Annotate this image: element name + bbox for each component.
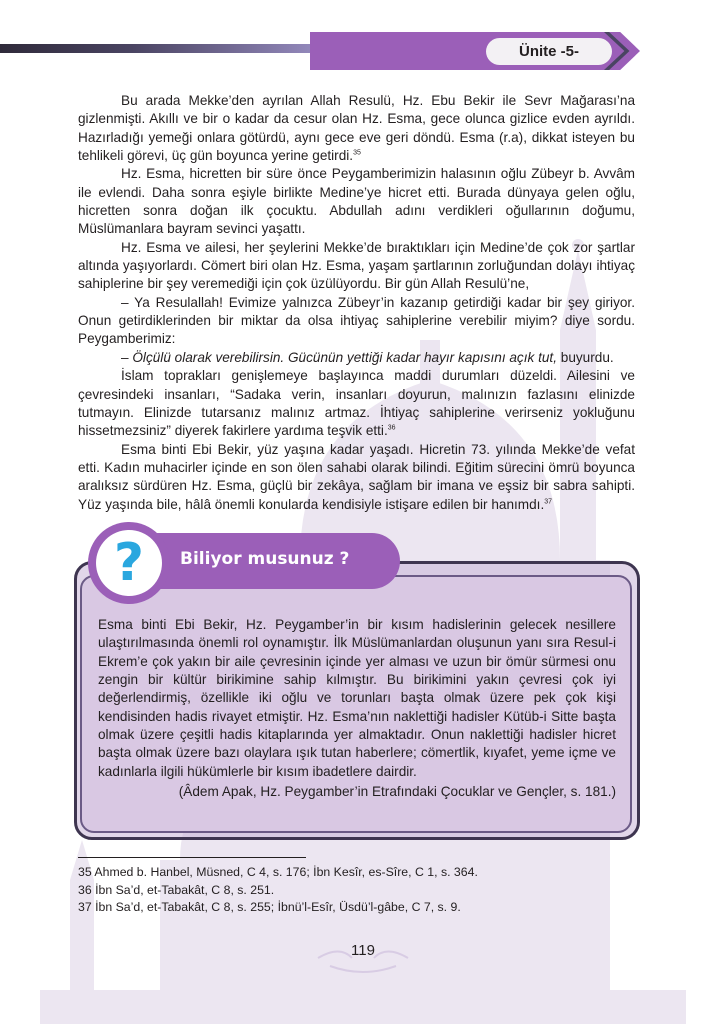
unit-label: Ünite -5- [486, 38, 612, 65]
main-text [78, 92, 635, 514]
quote-italic: Ölçülü olarak verebilirsin. Gücünün yettiği kadar hayır kapısını açık tut, [132, 349, 557, 365]
info-box-citation: (Âdem Apak, Hz. Peygamber’in Etrafındaki Çocuklar ve Gençler, s. 181.) [178, 784, 616, 799]
paragraph: Hz. Esma ve ailesi, her şeylerini Mekke’de bıraktıkları için Medine’de çok zor şartlar altında yaşıyorlardı. Cömert biri olan Hz. Esma, yaşam şartlarının zorluğundan dolayı ihtiyaç sahiplerine bir şey veremediği için çok üzülüyordu. Bir gün Allah Resulü’ne, [78, 239, 635, 292]
footnote-rule [78, 857, 306, 858]
paragraph: Bu arada Mekke’den ayrılan Allah Resulü, Hz. Ebu Bekir ile Sevr Mağarası’na gizlenmişti. Akıllı ve bir o kadar da cesur olan Hz. Esma, gece olunca gizlice evden ayrıldı. Hazırladığı yemeği onlara götürdü, aynı gece eve geri döndü. Esma (r.a), dikkat isteyen bu tehlikeli görevi, üç gün boyunca yerine getirdi.$^{35}$ [78, 93, 635, 164]
info-box-title: Biliyor musunuz ? [180, 549, 350, 569]
paragraph: – Ölçülü olarak verebilirsin. Gücünün yettiği kadar hayır kapısını açık tut, buyurdu. [121, 349, 614, 365]
question-mark-icon: ? [101, 535, 157, 591]
footnote: 37 İbn Sa’d, et-Tabakât, C 8, s. 255; İbnü’l-Esîr, Üsdü’l-gâbe, C 7, s. 9. [78, 900, 461, 914]
footnote-ref[interactable]: 36 [387, 424, 396, 432]
paragraph: Hz. Esma, hicretten bir süre önce Peygamberimizin halasının oğlu Zübeyr b. Avvâm ile evlendi. Daha sonra eşiyle birlikte Medine’ye hicret etti. Burada dünyaya gelen oğlu, hicretten sonra doğan ilk çocuktu. Abdullah adını verdikleri oğullarının doğumu, Müslümanlara bayram sevinci yaşattı. [78, 166, 635, 237]
footnote: 36 İbn Sa’d, et-Tabakât, C 8, s. 251. [78, 882, 275, 897]
paragraph: Esma binti Ebi Bekir, yüz yaşına kadar yaşadı. Hicretin 73. yılında Mekke’de vefat etti. Kadın muhacirler içinde en son ölen sahabi olarak bilindi. Eğitim sürecini ömrü boyunca aralıksız sürdüren Hz. Esma, güçlü bir zekâya, sağlam bir imana ve eşsiz bir sabra sahipti. Yüz yaşında bile, hâlâ önemli konularda kendisiyle istişare edilen bir hanımdı.$^{37}$ [78, 441, 635, 512]
paragraph: – Ya Resulallah! Evimize yalnızca Zübeyr’in kazanıp getirdiği kadar bir şey giriyor. Onun getirdiklerinden bir miktar da olsa ihtiyaç sahiplerine verebilir miyim? diye sordu. Peygamberimiz: [78, 294, 635, 347]
header-rule [0, 44, 330, 53]
footnote: 35 Ahmed b. Hanbel, Müsned, C 4, s. 176; İbn Kesîr, es-Sîre, C 1, s. 364. [78, 865, 478, 879]
page-number: 119 [351, 942, 375, 959]
paragraph: İslam toprakları genişlemeye başlayınca maddi durumları düzeldi. Ailesini ve çevresindeki insanları, “Sadaka verin, insanları doyurun, malınızın fazlasını elinizde tutmayın. Elinizde tutarsanız malınız artmaz. İhtiyaç sahiplerine verirseniz yokluğunu hissetmezsiniz” diyerek fakirlere yardıma teşvik etti.$^{36}$ [78, 368, 635, 439]
footnote-ref[interactable]: 35 [353, 149, 361, 157]
footnote-ref[interactable]: 37 [544, 498, 553, 506]
footnotes [78, 864, 478, 917]
info-box-text: Esma binti Ebi Bekir, Hz. Peygamber’in bir kısım hadislerinin gelecek nesillere ulaştırılmasında önemli rol oynamıştır. İlk Müslümanlardan oluşunun yanı sıra Resul-i Ekrem’e çok yakın bir aile çevresinin içinde yer alması ve uzun bir ömür sürmesi onu zengin bir kültür birikimine sahip kılmıştır. Bu birikimini yakın çevresi çok iyi değerlendirmiş, özellikle iki oğlu ve torunları başta olmak üzere pek çok kişi kendisinden hadis rivayet etmiştir. Hz. Esma’nın naklettiği hadisler Kütüb-i Sitte başta olmak üzere çeşitli hadis kitaplarında yer almaktadır. Onun naklettiği hadisler hicret başta olmak üzere bazı olaylara ışık tutan haberlere; cömertlik, kıyafet, yeme içme ve kadınlarla ilgili hükümlerle bir kısım ibadetlere dairdir. [98, 617, 616, 779]
